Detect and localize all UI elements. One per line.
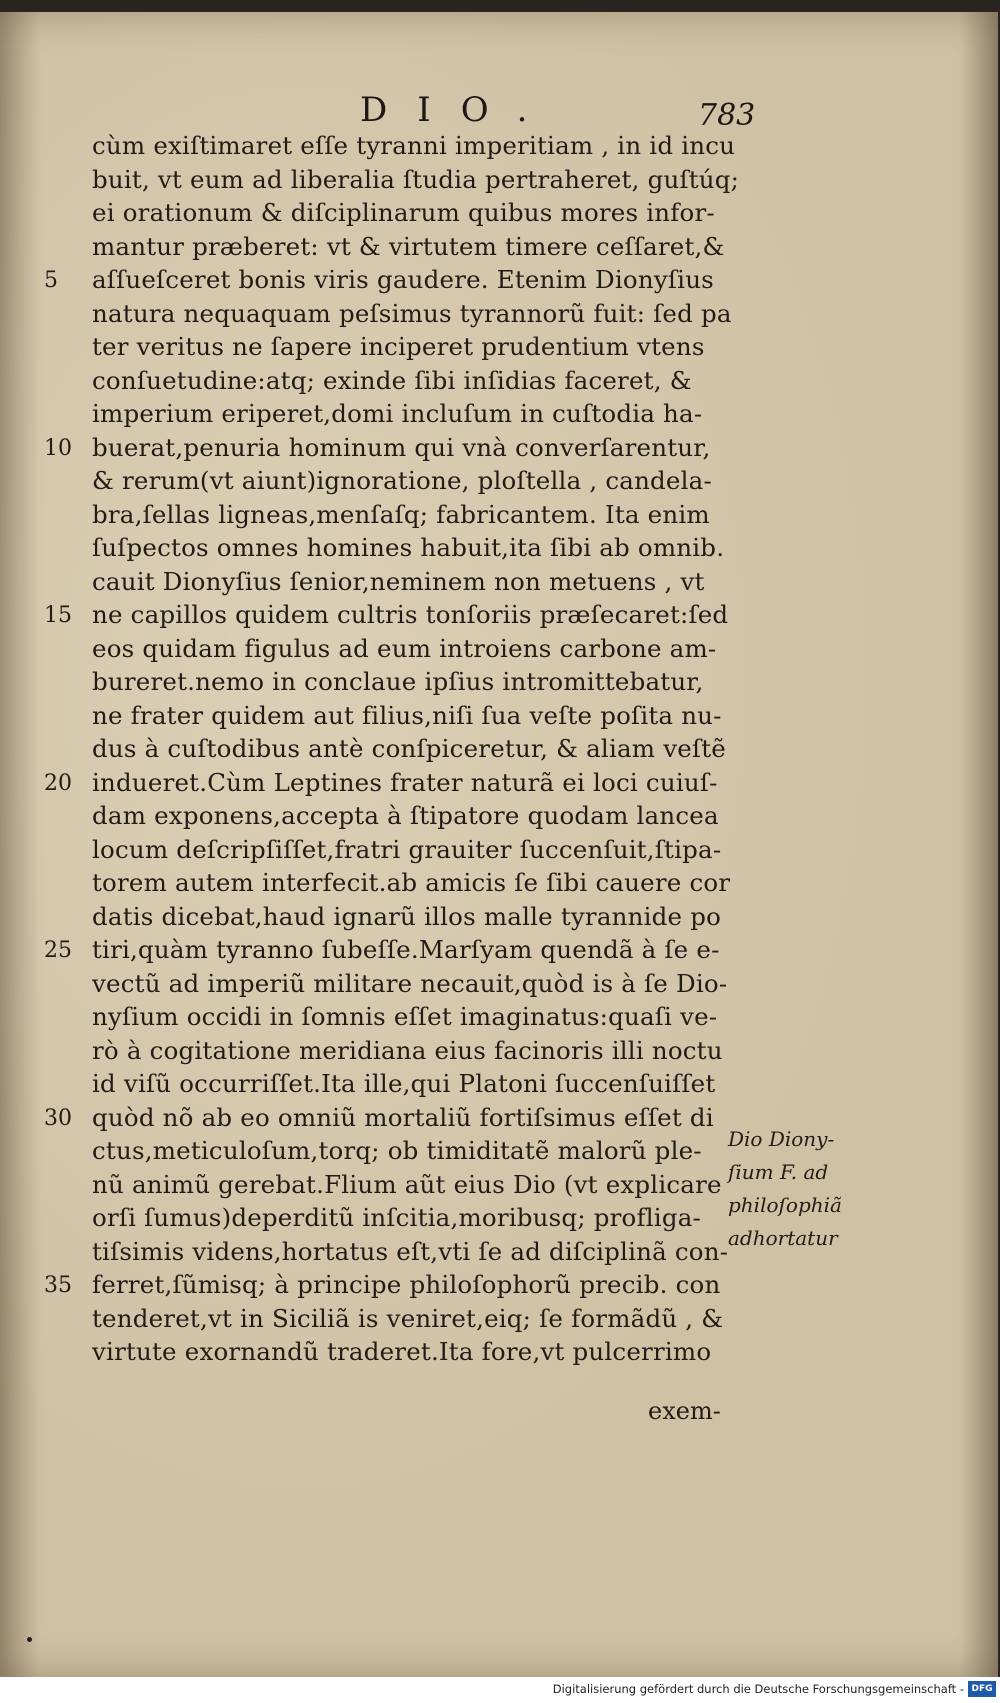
- text-line: quòd nõ ab eo omniũ mortaliũ fortiſsimus eſſet di: [92, 1102, 714, 1132]
- text-line: nyſium occidi in ſomnis eſſet imaginatus:quaſi ve-: [92, 1002, 718, 1031]
- text-line: buerat,penuria hominum qui vnà converſarentur,: [92, 432, 711, 462]
- text-line: buit, vt eum ad liberalia ſtudia pertraheret, guſtúq;: [92, 164, 740, 194]
- margin-note-line: ſium F. ad: [728, 1160, 829, 1184]
- text-line: vectũ ad imperiũ militare necauit,quòd is à ſe Dio-: [92, 968, 728, 998]
- margin-note-line: philoſophiã: [728, 1193, 842, 1217]
- text-line: torem autem interfecit.ab amicis ſe ſibi cauere cor: [92, 868, 731, 897]
- text-line: tenderet,vt in Siciliã is veniret,eiq; ſe formãdũ , &: [92, 1303, 724, 1333]
- footer-bar: [0, 1677, 1000, 1703]
- text-line: eos quidam figulus ad eum introiens carbone am-: [92, 633, 717, 663]
- text-line: cùm exiſtimaret eſſe tyranni imperitiam , in id incu: [92, 131, 736, 160]
- text-line: indueret.Cùm Leptines frater naturã ei loci cuiuſ-: [92, 767, 718, 797]
- text-line: ctus,meticuloſum,torq; ob timiditatẽ malorũ ple-: [92, 1136, 702, 1165]
- text-line: tiſsimis videns,hortatus eſt,vti ſe ad diſciplinã con-: [92, 1236, 729, 1266]
- line-number: 30: [44, 1105, 72, 1131]
- text-line: ter veritus ne ſapere inciperet prudentium vtens: [92, 332, 705, 361]
- text-line: id viſũ occurriſſet.Ita ille,qui Platoni ſuccenſuiſſet: [92, 1069, 716, 1098]
- text-line: bra,ſellas ligneas,menſaſq; fabricantem. Ita enim: [92, 499, 710, 529]
- line-number: 10: [44, 435, 72, 461]
- line-number: 15: [44, 603, 72, 628]
- margin-note-line: Dio Diony-: [728, 1127, 835, 1151]
- text-line: rò à cogitatione meridiana eius facinoris illi noctu: [92, 1035, 723, 1065]
- text-line: virtute exornandũ traderet.Ita fore,vt pulcerrimo: [92, 1337, 712, 1366]
- text-line: ei orationum & diſciplinarum quibus mores infor-: [92, 198, 715, 227]
- text-line: nũ animũ gerebat.Flium aũt eius Dio (vt explicare: [92, 1169, 722, 1199]
- line-number: 35: [44, 1273, 72, 1298]
- text-line: natura nequaquam peſsimus tyrannorũ fuit: ſed pa: [92, 298, 732, 328]
- margin-note-line: adhortatur: [728, 1226, 838, 1250]
- text-line: imperium eriperet,domi incluſum in cuſtodia ha-: [92, 399, 703, 428]
- line-number: 25: [44, 938, 72, 963]
- text-line: ne capillos quidem cultris tonſoriis præſecaret:ſed: [92, 600, 729, 629]
- text-line: aſſueſceret bonis viris gaudere. Etenim Dionyſius: [92, 265, 714, 294]
- catchword: exem-: [648, 1397, 721, 1425]
- text-line: dam exponens,accepta à ſtipatore quodam lancea: [92, 801, 719, 830]
- text-line: conſuetudine:atq; exinde ſibi inſidias faceret, &: [92, 365, 692, 395]
- line-number: 5: [44, 268, 58, 293]
- ink-spot: [27, 1637, 32, 1642]
- running-head: DIO.: [360, 90, 558, 130]
- footer-credit: Digitalisierung gefördert durch die Deutsche Forschungsgemeinschaft -: [552, 1682, 964, 1696]
- text-line: orſi ſumus)deperditũ inſcitia,moribusq; profliga-: [92, 1203, 702, 1232]
- text-line: & rerum(vt aiunt)ignoratione, ploſtella , candela-: [92, 466, 712, 495]
- text-line: ferret,ſũmisq; à principe philoſophorũ precib. con: [92, 1270, 721, 1299]
- text-line: mantur præberet: vt & virtutem timere ceſſaret,&: [92, 231, 725, 261]
- text-line: dus à cuſtodibus antè conſpiceretur, & aliam veſtẽ: [92, 734, 726, 763]
- text-line: datis dicebat,haud ignarũ illos malle tyrannide po: [92, 901, 722, 931]
- text-line: ſuſpectos omnes homines habuit,ita ſibi ab omnib.: [92, 533, 725, 562]
- book-page: [0, 12, 998, 1677]
- text-line: locum deſcripſiſſet,fratri grauiter ſuccenſuit,ſtipa-: [92, 834, 722, 864]
- text-line: cauit Dionyſius ſenior,neminem non metuens , vt: [92, 566, 705, 596]
- text-line: tiri,quàm tyranno ſubeſſe.Marſyam quendã à ſe e-: [92, 935, 720, 964]
- page-number: 783: [698, 98, 756, 133]
- text-line: ne frater quidem aut filius,niſi ſua veſte poſita nu-: [92, 700, 722, 730]
- text-line: bureret.nemo in conclaue ipſius intromittebatur,: [92, 667, 704, 696]
- dfg-logo: DFG: [968, 1681, 996, 1697]
- line-number: 20: [44, 770, 72, 796]
